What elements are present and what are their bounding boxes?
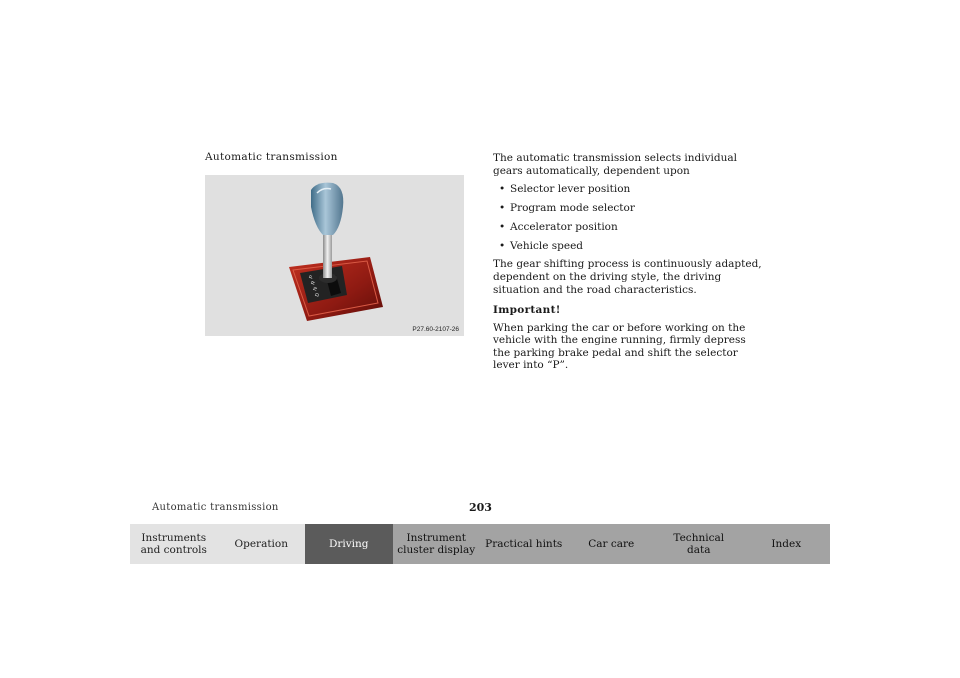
bullet-icon: • bbox=[499, 201, 506, 214]
lever-shaft bbox=[323, 230, 332, 278]
body-text bbox=[493, 152, 763, 378]
gear-selector-illustration bbox=[205, 175, 464, 336]
tab-driving[interactable]: Driving bbox=[305, 524, 393, 564]
bullet-list bbox=[493, 183, 763, 252]
footer-title: Automatic transmission bbox=[152, 502, 279, 513]
section-heading: Automatic transmission bbox=[205, 151, 338, 163]
bullet-icon: • bbox=[499, 239, 506, 252]
list-item: • Selector lever position bbox=[499, 183, 631, 196]
tab-operation[interactable]: Operation bbox=[218, 524, 306, 564]
important-heading: Important! bbox=[493, 304, 561, 317]
gate-letter-d: D bbox=[314, 292, 322, 298]
tab-index[interactable]: Index bbox=[743, 524, 831, 564]
chapter-nav bbox=[130, 524, 830, 564]
tab-instruments-and-controls[interactable]: Instruments and controls bbox=[130, 524, 218, 564]
gate-letter-r: R bbox=[310, 280, 318, 286]
gate-letter-p: P bbox=[308, 274, 316, 280]
list-item: • Accelerator position bbox=[499, 220, 618, 233]
list-item: • Vehicle speed bbox=[499, 239, 584, 252]
tab-instrument-cluster-display[interactable]: Instrument cluster display bbox=[393, 524, 481, 564]
tab-practical-hints[interactable]: Practical hints bbox=[480, 524, 568, 564]
adaptation-paragraph: The gear shifting process is continuously adapted, dependent on the driving style, the driving situation and the road characteristics. bbox=[493, 258, 762, 296]
important-paragraph: When parking the car or before working on the vehicle with the engine running, firmly depress the parking brake pedal and shift the selector lever into “P”. bbox=[493, 321, 746, 372]
bullet-icon: • bbox=[499, 220, 506, 233]
gear-selector-figure bbox=[205, 175, 464, 336]
bullet-icon: • bbox=[499, 183, 506, 196]
selector-knob bbox=[311, 183, 343, 235]
tab-technical-data[interactable]: Technical data bbox=[655, 524, 743, 564]
intro-paragraph: The automatic transmission selects individual gears automatically, dependent upon bbox=[493, 152, 738, 177]
page-number: 203 bbox=[469, 501, 492, 514]
tab-car-care[interactable]: Car care bbox=[568, 524, 656, 564]
figure-code: P27.60-2107-26 bbox=[412, 326, 459, 333]
list-item: • Program mode selector bbox=[499, 201, 635, 214]
gate-letter-n: N bbox=[312, 286, 320, 292]
